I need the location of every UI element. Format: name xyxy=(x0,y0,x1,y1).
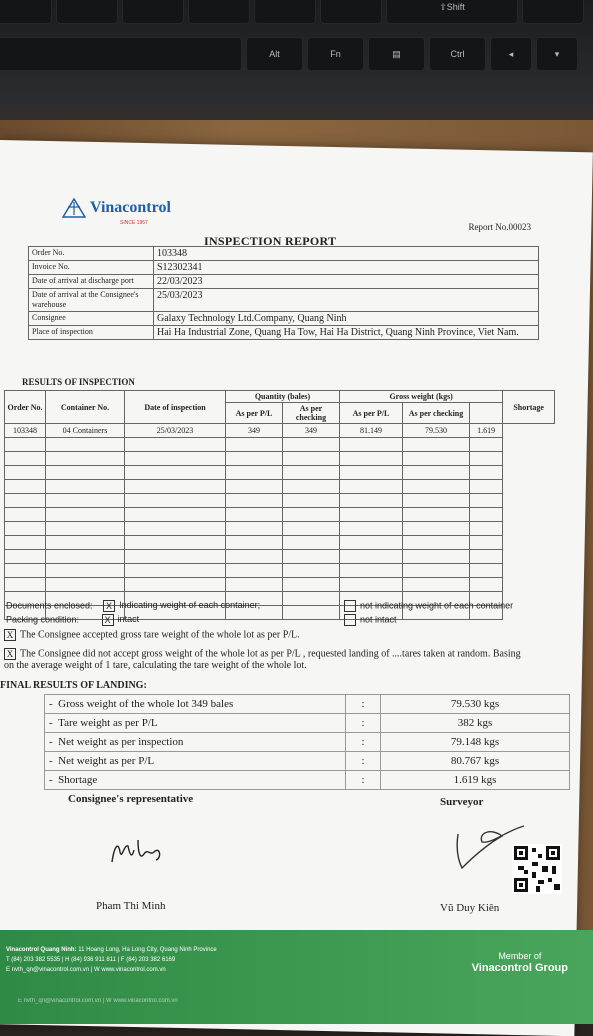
statement-checkbox-2: X xyxy=(4,648,16,660)
footer-member: Member of Vinacontrol Group xyxy=(471,951,568,974)
invoice-no-value: S12302341 xyxy=(154,261,539,275)
report-number: Report No.00023 xyxy=(468,222,531,232)
table-row: - Net weight as per inspection : 79.148 kgs xyxy=(45,733,570,752)
surveyor-name: Vũ Duy Kiên xyxy=(440,902,500,914)
final-results-title: FINAL RESULTS OF LANDING: xyxy=(0,680,147,691)
consignee-value: Galaxy Technology Ltd.Company, Quang Ninh xyxy=(154,312,539,326)
documents-checkbox-unchecked xyxy=(344,600,356,612)
table-row xyxy=(5,578,555,592)
info-row: Date of arrival at the Consignee's warehouse 25/03/2023 xyxy=(29,289,539,312)
logo-text: Vinacontrol xyxy=(90,199,171,216)
final-results-table xyxy=(44,694,570,790)
table-row xyxy=(5,494,555,508)
keyboard-background xyxy=(0,0,593,140)
statement-not-accepted: X The Consignee did not accept gross weight of the whole lot as per P/L , requested landing of ....tares taken at random. Basing on the average weight of 1 tare, calculating the tare weight of the whole lot. xyxy=(4,648,521,672)
packing-unchecked-option: not intact xyxy=(344,614,397,626)
arrow-down-key: ▾ xyxy=(536,37,578,71)
vinacontrol-logo xyxy=(62,198,171,218)
report-title: INSPECTION REPORT xyxy=(204,234,337,248)
table-row xyxy=(5,438,555,452)
table-row xyxy=(5,508,555,522)
inspection-document xyxy=(0,150,593,1024)
info-row: Consignee Galaxy Technology Ltd.Company, Quang Ninh xyxy=(29,312,539,326)
since-text: SINCE 1957 xyxy=(120,220,148,226)
table-row xyxy=(5,480,555,494)
info-row: Invoice No. S12302341 xyxy=(29,261,539,275)
discharge-date-value: 22/03/2023 xyxy=(154,275,539,289)
ctrl-key: Ctrl xyxy=(429,37,486,71)
results-table: Order No. Container No. Date of inspection Quantity (bales) Gross weight (kgs) Shortage As per P/L As per checking As per P/L As per checking 103348 04 Containers 25/03/2023 349 349 81.149 79.530 1.619 xyxy=(4,390,555,620)
table-row xyxy=(5,466,555,480)
place-value: Hai Ha Industrial Zone, Quang Ha Tow, Hai Ha District, Quang Ninh Province, Viet Nam. xyxy=(154,326,539,340)
statement-accepted: X The Consignee accepted gross tare weight of the whole lot as per P/L. xyxy=(4,629,564,641)
consignee-signature xyxy=(104,830,174,870)
table-row: - Shortage : 1.619 kgs xyxy=(45,771,570,790)
consignee-name: Pham Thi Minh xyxy=(96,900,166,912)
packing-checkbox-checked: X xyxy=(102,614,114,626)
table-row: - Net weight as per P/L : 80.767 kgs xyxy=(45,752,570,771)
keyboard-row-top xyxy=(0,0,593,24)
info-row: Order No. 103348 xyxy=(29,247,539,261)
alt-key: Alt xyxy=(246,37,303,71)
packing-condition: Packing condition: X intact xyxy=(6,614,140,625)
info-row: Date of arrival at discharge port 22/03/2023 xyxy=(29,275,539,289)
surveyor-label: Surveyor xyxy=(440,796,484,808)
fn-key: Fn xyxy=(307,37,364,71)
table-row xyxy=(5,536,555,550)
packing-checkbox-unchecked xyxy=(344,614,356,626)
warehouse-date-value: 25/03/2023 xyxy=(154,289,539,312)
table-row: 103348 04 Containers 25/03/2023 349 349 81.149 79.530 1.619 xyxy=(5,424,555,438)
results-title: RESULTS OF INSPECTION xyxy=(22,377,135,387)
documents-unchecked-option: not indicating weight of each container xyxy=(344,600,513,612)
info-table xyxy=(28,246,539,340)
statement-checkbox-1: X xyxy=(4,629,16,641)
table-row xyxy=(5,522,555,536)
table-row xyxy=(5,452,555,466)
order-no-value: 103348 xyxy=(154,247,539,261)
scales-icon xyxy=(62,198,86,218)
table-row: - Tare weight as per P/L : 382 kgs xyxy=(45,714,570,733)
table-row xyxy=(5,564,555,578)
shift-key: ⇧Shift xyxy=(386,0,518,24)
footer-bar xyxy=(0,930,593,1024)
qr-code xyxy=(512,844,562,894)
table-row xyxy=(5,550,555,564)
table-row: - Gross weight of the whole lot 349 bales : 79.530 kgs xyxy=(45,695,570,714)
arrow-left-key: ◂ xyxy=(490,37,532,71)
menu-key: ▤ xyxy=(368,37,425,71)
footer-web-repeat: E nvth_qn@vinacontrol.com.vn | W www.vinacontrol.com.vn xyxy=(18,998,178,1004)
documents-enclosed: Documents enclosed: X Indicating weight of each container; xyxy=(6,600,261,611)
keyboard-row-bottom xyxy=(0,37,593,71)
info-row: Place of inspection Hai Ha Industrial Zone, Quang Ha Tow, Hai Ha District, Quang Ninh Province, Viet Nam. xyxy=(29,326,539,340)
documents-checkbox-checked: X xyxy=(103,600,115,612)
footer-address: Vinacontrol Quang Ninh: 11 Hoang Long, Ha Long City, Quang Ninh Province T (84) 203 382 5535 | H (84) 936 911 811 | F (84) 203 382 6169 E nvth_qn@vinacontrol.com.vn | W www.vinacontrol.com.vn xyxy=(6,947,217,973)
consignee-representative-label: Consignee's representative xyxy=(68,793,194,805)
